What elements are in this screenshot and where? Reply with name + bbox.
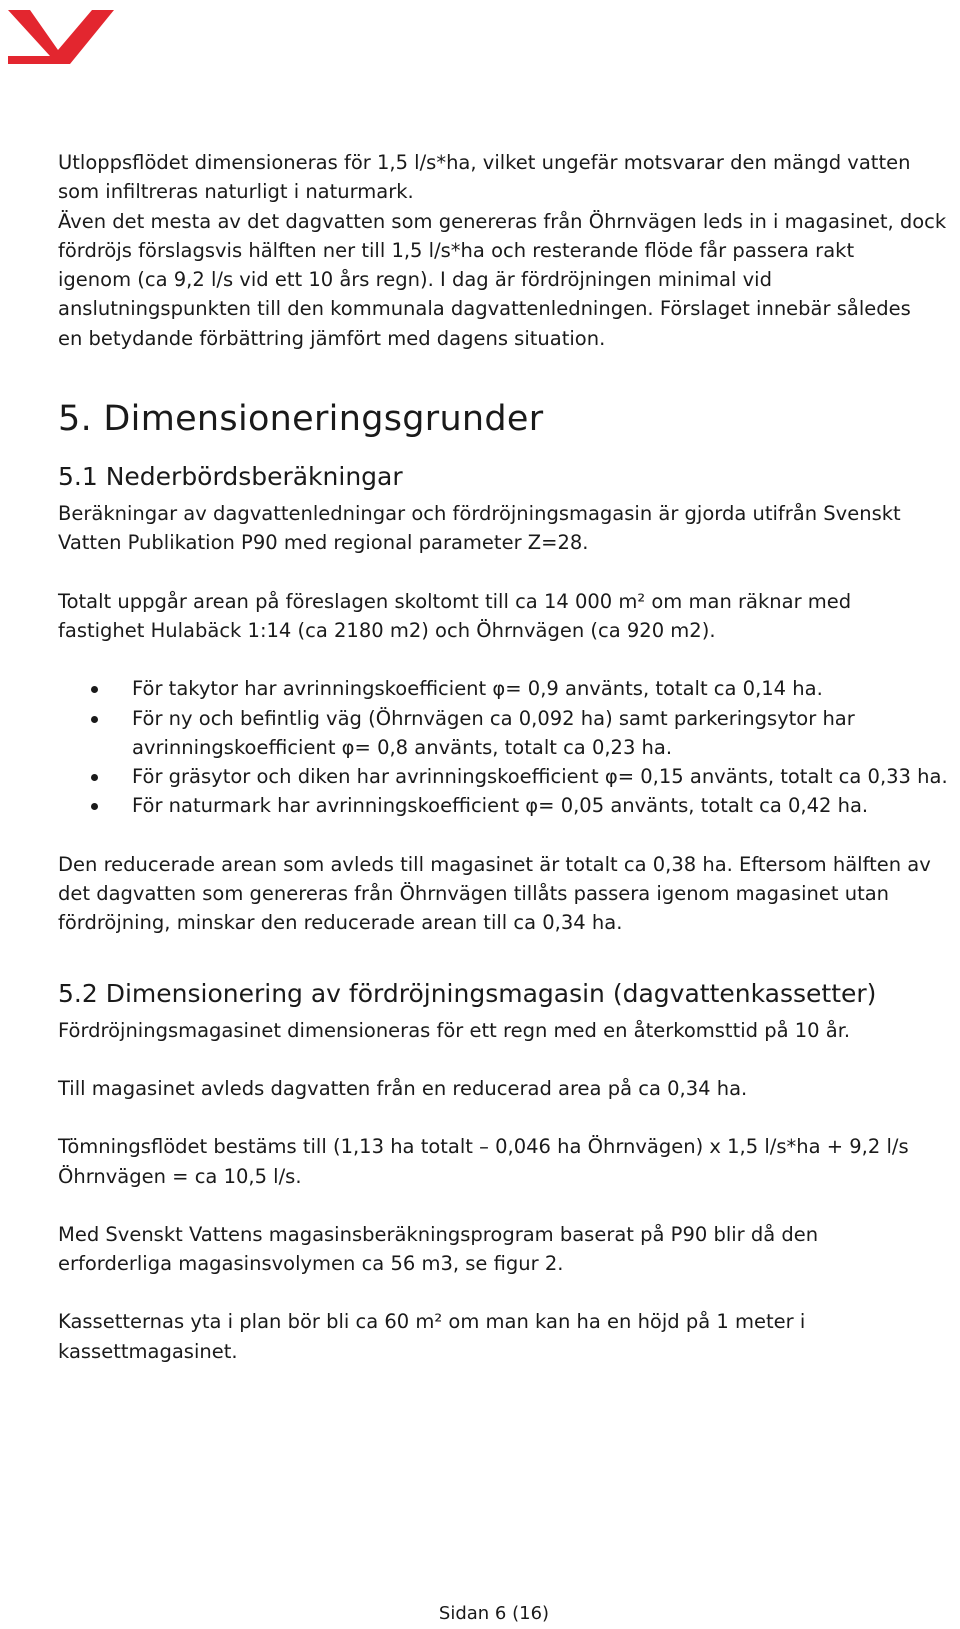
- page-content: [58, 148, 958, 1366]
- text-line: Beräkningar av dagvattenledningar och fördröjningsmagasin är gjorda utifrån Svenskt: [58, 502, 901, 526]
- text-line: Tömningsflödet bestäms till (1,13 ha totalt – 0,046 ha Öhrnvägen) x 1,5 l/s*ha + 9,2 l/s: [58, 1135, 909, 1159]
- text-line: det dagvatten som genereras från Öhrnvägen tillåts passera igenom magasinet utan: [58, 882, 890, 906]
- bullet-icon: [91, 716, 98, 723]
- page-number: Sidan 6 (16): [438, 1603, 550, 1624]
- paragraph-reduced-area: [58, 850, 958, 938]
- text-line: en betydande förbättring jämfört med dagens situation.: [58, 326, 606, 350]
- company-logo: [6, 4, 114, 68]
- text-line: Fördröjningsmagasinet dimensioneras för ett regn med en återkomsttid på 10 år.: [58, 1018, 851, 1042]
- text-line: Öhrnvägen = ca 10,5 l/s.: [58, 1164, 302, 1188]
- paragraph-cassettes: [58, 1307, 958, 1366]
- intro-paragraph: [58, 148, 958, 353]
- list-item-text: För gräsytor och diken har avrinningskoefficient φ= 0,15 använts, totalt ca 0,33 ha.: [132, 765, 948, 789]
- text-line: fördröjs förslagsvis hälften ner till 1,5 l/s*ha och resterande flöde får passera rakt: [58, 238, 855, 262]
- text-line: fördröjning, minskar den reducerade arean till ca 0,34 ha.: [58, 911, 623, 935]
- text-line: Med Svenskt Vattens magasinsberäkningsprogram baserat på P90 blir då den: [58, 1222, 819, 1246]
- text-line: Även det mesta av det dagvatten som genereras från Öhrnvägen leds in i magasinet, dock: [58, 209, 947, 233]
- text-line: Till magasinet avleds dagvatten från en reducerad area på ca 0,34 ha.: [58, 1076, 748, 1100]
- paragraph-volume: [58, 1220, 958, 1279]
- paragraph-emptying-flow: [58, 1132, 958, 1191]
- text-line: igenom (ca 9,2 l/s vid ett 10 års regn). I dag är fördröjningen minimal vid: [58, 268, 772, 292]
- text-line: Vatten Publikation P90 med regional parameter Z=28.: [58, 531, 589, 555]
- text-line: Den reducerade arean som avleds till magasinet är totalt ca 0,38 ha. Eftersom hälften av: [58, 852, 931, 876]
- paragraph-calculations: [58, 499, 958, 558]
- list-item-text: För takytor har avrinningskoefficient φ= 0,9 använts, totalt ca 0,14 ha.: [132, 677, 823, 701]
- text-line: Utloppsflödet dimensioneras för 1,5 l/s*ha, vilket ungefär motsvarar den mängd vatten: [58, 151, 911, 174]
- list-item: [58, 674, 958, 703]
- section-heading: 5. Dimensioneringsgrunder: [58, 399, 544, 440]
- subsection-heading: 5.1 Nederbördsberäkningar: [58, 462, 403, 492]
- subsection-heading: 5.2 Dimensionering av fördröjningsmagasin (dagvattenkassetter): [58, 978, 877, 1008]
- list-item: [58, 791, 958, 820]
- text-line: fastighet Hulabäck 1:14 (ca 2180 m2) och Öhrnvägen (ca 920 m2).: [58, 618, 716, 642]
- coefficient-list: [58, 674, 958, 820]
- list-item-text: För naturmark har avrinningskoefficient φ= 0,05 använts, totalt ca 0,42 ha.: [132, 794, 869, 818]
- bullet-icon: [91, 803, 98, 810]
- paragraph-area: [58, 587, 958, 646]
- list-item-text: För ny och befintlig väg (Öhrnvägen ca 0,092 ha) samt parkeringsytor har: [132, 706, 855, 730]
- logo-mark: [8, 10, 114, 64]
- list-item: [58, 704, 958, 763]
- text-line: erforderliga magasinsvolymen ca 56 m3, se figur 2.: [58, 1252, 564, 1276]
- text-line: som infiltreras naturligt i naturmark.: [58, 180, 414, 204]
- text-line: anslutningspunkten till den kommunala dagvattenledningen. Förslaget innebär således: [58, 297, 911, 321]
- text-line: Totalt uppgår arean på föreslagen skoltomt till ca 14 000 m² om man räknar med: [58, 589, 852, 613]
- list-item-text: avrinningskoefficient φ= 0,8 använts, totalt ca 0,23 ha.: [132, 735, 673, 759]
- text-line: Kassetternas yta i plan bör bli ca 60 m² om man kan ha en höjd på 1 meter i: [58, 1310, 806, 1334]
- text-line: kassettmagasinet.: [58, 1339, 238, 1363]
- list-item: [58, 762, 958, 791]
- bullet-icon: [91, 774, 98, 781]
- bullet-icon: [91, 686, 98, 693]
